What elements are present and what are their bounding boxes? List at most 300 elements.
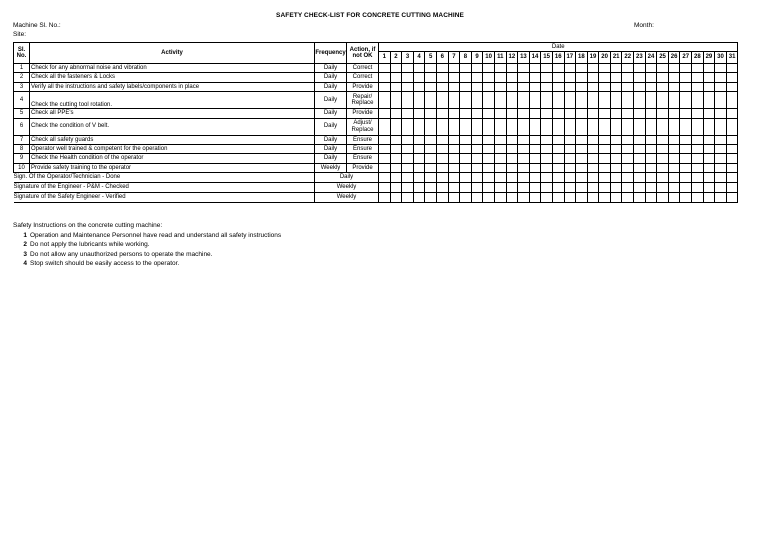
day-check-cell[interactable] bbox=[483, 109, 495, 118]
day-check-cell[interactable] bbox=[564, 82, 576, 91]
day-check-cell[interactable] bbox=[715, 163, 727, 172]
day-check-cell[interactable] bbox=[471, 73, 483, 82]
signature-day-cell[interactable] bbox=[448, 193, 460, 203]
day-check-cell[interactable] bbox=[506, 73, 518, 82]
day-check-cell[interactable] bbox=[715, 73, 727, 82]
day-check-cell[interactable] bbox=[726, 109, 738, 118]
signature-day-cell[interactable] bbox=[413, 193, 425, 203]
day-check-cell[interactable] bbox=[634, 92, 646, 109]
day-check-cell[interactable] bbox=[506, 64, 518, 73]
day-check-cell[interactable] bbox=[692, 92, 704, 109]
signature-day-cell[interactable] bbox=[703, 173, 715, 183]
day-check-cell[interactable] bbox=[379, 73, 391, 82]
day-check-cell[interactable] bbox=[703, 135, 715, 144]
day-check-cell[interactable] bbox=[552, 64, 564, 73]
signature-day-cell[interactable] bbox=[471, 183, 483, 193]
day-check-cell[interactable] bbox=[726, 154, 738, 163]
day-check-cell[interactable] bbox=[610, 135, 622, 144]
signature-day-cell[interactable] bbox=[425, 173, 437, 183]
signature-day-cell[interactable] bbox=[390, 193, 402, 203]
day-check-cell[interactable] bbox=[645, 163, 657, 172]
day-check-cell[interactable] bbox=[460, 82, 472, 91]
day-check-cell[interactable] bbox=[715, 144, 727, 153]
day-check-cell[interactable] bbox=[657, 144, 669, 153]
day-check-cell[interactable] bbox=[448, 144, 460, 153]
day-check-cell[interactable] bbox=[634, 144, 646, 153]
day-check-cell[interactable] bbox=[483, 144, 495, 153]
day-check-cell[interactable] bbox=[483, 163, 495, 172]
day-check-cell[interactable] bbox=[483, 73, 495, 82]
day-check-cell[interactable] bbox=[645, 118, 657, 135]
day-check-cell[interactable] bbox=[518, 109, 530, 118]
day-check-cell[interactable] bbox=[645, 135, 657, 144]
signature-day-cell[interactable] bbox=[402, 173, 414, 183]
day-check-cell[interactable] bbox=[552, 154, 564, 163]
day-check-cell[interactable] bbox=[599, 92, 611, 109]
signature-day-cell[interactable] bbox=[494, 183, 506, 193]
signature-day-cell[interactable] bbox=[518, 183, 530, 193]
signature-day-cell[interactable] bbox=[402, 193, 414, 203]
day-check-cell[interactable] bbox=[657, 163, 669, 172]
day-check-cell[interactable] bbox=[576, 135, 588, 144]
day-check-cell[interactable] bbox=[541, 82, 553, 91]
day-check-cell[interactable] bbox=[483, 64, 495, 73]
signature-day-cell[interactable] bbox=[576, 183, 588, 193]
day-check-cell[interactable] bbox=[541, 144, 553, 153]
signature-day-cell[interactable] bbox=[483, 183, 495, 193]
day-check-cell[interactable] bbox=[726, 73, 738, 82]
day-check-cell[interactable] bbox=[576, 144, 588, 153]
day-check-cell[interactable] bbox=[715, 135, 727, 144]
day-check-cell[interactable] bbox=[703, 144, 715, 153]
day-check-cell[interactable] bbox=[645, 82, 657, 91]
day-check-cell[interactable] bbox=[425, 118, 437, 135]
day-check-cell[interactable] bbox=[726, 118, 738, 135]
signature-day-cell[interactable] bbox=[576, 173, 588, 183]
day-check-cell[interactable] bbox=[448, 135, 460, 144]
signature-day-cell[interactable] bbox=[610, 193, 622, 203]
day-check-cell[interactable] bbox=[494, 118, 506, 135]
day-check-cell[interactable] bbox=[657, 92, 669, 109]
day-check-cell[interactable] bbox=[576, 73, 588, 82]
day-check-cell[interactable] bbox=[680, 135, 692, 144]
day-check-cell[interactable] bbox=[413, 82, 425, 91]
signature-day-cell[interactable] bbox=[726, 183, 738, 193]
signature-day-cell[interactable] bbox=[552, 193, 564, 203]
day-check-cell[interactable] bbox=[436, 64, 448, 73]
day-check-cell[interactable] bbox=[668, 135, 680, 144]
day-check-cell[interactable] bbox=[599, 64, 611, 73]
day-check-cell[interactable] bbox=[448, 118, 460, 135]
day-check-cell[interactable] bbox=[587, 73, 599, 82]
signature-day-cell[interactable] bbox=[715, 193, 727, 203]
day-check-cell[interactable] bbox=[448, 109, 460, 118]
signature-day-cell[interactable] bbox=[576, 193, 588, 203]
day-check-cell[interactable] bbox=[494, 92, 506, 109]
day-check-cell[interactable] bbox=[518, 64, 530, 73]
signature-day-cell[interactable] bbox=[680, 193, 692, 203]
day-check-cell[interactable] bbox=[599, 135, 611, 144]
day-check-cell[interactable] bbox=[552, 144, 564, 153]
signature-day-cell[interactable] bbox=[460, 173, 472, 183]
day-check-cell[interactable] bbox=[680, 144, 692, 153]
signature-day-cell[interactable] bbox=[634, 193, 646, 203]
signature-day-cell[interactable] bbox=[448, 173, 460, 183]
day-check-cell[interactable] bbox=[610, 92, 622, 109]
day-check-cell[interactable] bbox=[518, 144, 530, 153]
day-check-cell[interactable] bbox=[703, 64, 715, 73]
day-check-cell[interactable] bbox=[599, 154, 611, 163]
day-check-cell[interactable] bbox=[529, 92, 541, 109]
day-check-cell[interactable] bbox=[599, 144, 611, 153]
day-check-cell[interactable] bbox=[541, 135, 553, 144]
day-check-cell[interactable] bbox=[494, 64, 506, 73]
day-check-cell[interactable] bbox=[436, 82, 448, 91]
day-check-cell[interactable] bbox=[436, 118, 448, 135]
day-check-cell[interactable] bbox=[390, 64, 402, 73]
day-check-cell[interactable] bbox=[692, 135, 704, 144]
day-check-cell[interactable] bbox=[703, 73, 715, 82]
day-check-cell[interactable] bbox=[425, 163, 437, 172]
day-check-cell[interactable] bbox=[483, 154, 495, 163]
day-check-cell[interactable] bbox=[703, 154, 715, 163]
day-check-cell[interactable] bbox=[610, 144, 622, 153]
day-check-cell[interactable] bbox=[587, 64, 599, 73]
signature-day-cell[interactable] bbox=[634, 183, 646, 193]
day-check-cell[interactable] bbox=[587, 82, 599, 91]
day-check-cell[interactable] bbox=[460, 163, 472, 172]
day-check-cell[interactable] bbox=[402, 135, 414, 144]
signature-day-cell[interactable] bbox=[379, 183, 391, 193]
day-check-cell[interactable] bbox=[645, 92, 657, 109]
day-check-cell[interactable] bbox=[483, 92, 495, 109]
day-check-cell[interactable] bbox=[413, 64, 425, 73]
day-check-cell[interactable] bbox=[610, 163, 622, 172]
signature-day-cell[interactable] bbox=[413, 173, 425, 183]
signature-day-cell[interactable] bbox=[425, 183, 437, 193]
day-check-cell[interactable] bbox=[529, 109, 541, 118]
day-check-cell[interactable] bbox=[379, 144, 391, 153]
signature-day-cell[interactable] bbox=[692, 193, 704, 203]
signature-day-cell[interactable] bbox=[425, 193, 437, 203]
day-check-cell[interactable] bbox=[634, 163, 646, 172]
day-check-cell[interactable] bbox=[587, 118, 599, 135]
signature-day-cell[interactable] bbox=[645, 193, 657, 203]
day-check-cell[interactable] bbox=[552, 82, 564, 91]
day-check-cell[interactable] bbox=[657, 118, 669, 135]
day-check-cell[interactable] bbox=[448, 82, 460, 91]
day-check-cell[interactable] bbox=[483, 118, 495, 135]
day-check-cell[interactable] bbox=[692, 144, 704, 153]
day-check-cell[interactable] bbox=[436, 163, 448, 172]
day-check-cell[interactable] bbox=[379, 118, 391, 135]
day-check-cell[interactable] bbox=[587, 135, 599, 144]
day-check-cell[interactable] bbox=[622, 64, 634, 73]
day-check-cell[interactable] bbox=[379, 135, 391, 144]
day-check-cell[interactable] bbox=[668, 64, 680, 73]
signature-day-cell[interactable] bbox=[622, 173, 634, 183]
day-check-cell[interactable] bbox=[471, 144, 483, 153]
day-check-cell[interactable] bbox=[645, 144, 657, 153]
day-check-cell[interactable] bbox=[436, 154, 448, 163]
day-check-cell[interactable] bbox=[668, 109, 680, 118]
day-check-cell[interactable] bbox=[402, 154, 414, 163]
day-check-cell[interactable] bbox=[634, 118, 646, 135]
day-check-cell[interactable] bbox=[529, 82, 541, 91]
day-check-cell[interactable] bbox=[379, 82, 391, 91]
day-check-cell[interactable] bbox=[552, 109, 564, 118]
signature-day-cell[interactable] bbox=[680, 173, 692, 183]
day-check-cell[interactable] bbox=[622, 135, 634, 144]
day-check-cell[interactable] bbox=[402, 64, 414, 73]
day-check-cell[interactable] bbox=[622, 154, 634, 163]
day-check-cell[interactable] bbox=[425, 92, 437, 109]
day-check-cell[interactable] bbox=[680, 154, 692, 163]
day-check-cell[interactable] bbox=[668, 73, 680, 82]
day-check-cell[interactable] bbox=[680, 82, 692, 91]
day-check-cell[interactable] bbox=[680, 118, 692, 135]
day-check-cell[interactable] bbox=[541, 163, 553, 172]
day-check-cell[interactable] bbox=[379, 154, 391, 163]
day-check-cell[interactable] bbox=[622, 92, 634, 109]
day-check-cell[interactable] bbox=[518, 163, 530, 172]
day-check-cell[interactable] bbox=[471, 163, 483, 172]
signature-day-cell[interactable] bbox=[668, 193, 680, 203]
day-check-cell[interactable] bbox=[390, 154, 402, 163]
day-check-cell[interactable] bbox=[425, 135, 437, 144]
signature-day-cell[interactable] bbox=[564, 173, 576, 183]
day-check-cell[interactable] bbox=[576, 118, 588, 135]
day-check-cell[interactable] bbox=[680, 64, 692, 73]
day-check-cell[interactable] bbox=[518, 92, 530, 109]
signature-day-cell[interactable] bbox=[564, 193, 576, 203]
day-check-cell[interactable] bbox=[657, 135, 669, 144]
signature-day-cell[interactable] bbox=[494, 173, 506, 183]
day-check-cell[interactable] bbox=[448, 92, 460, 109]
signature-day-cell[interactable] bbox=[587, 173, 599, 183]
day-check-cell[interactable] bbox=[541, 92, 553, 109]
signature-day-cell[interactable] bbox=[471, 193, 483, 203]
day-check-cell[interactable] bbox=[634, 154, 646, 163]
signature-day-cell[interactable] bbox=[518, 193, 530, 203]
day-check-cell[interactable] bbox=[657, 82, 669, 91]
signature-day-cell[interactable] bbox=[599, 173, 611, 183]
day-check-cell[interactable] bbox=[668, 92, 680, 109]
day-check-cell[interactable] bbox=[379, 64, 391, 73]
day-check-cell[interactable] bbox=[494, 154, 506, 163]
day-check-cell[interactable] bbox=[692, 64, 704, 73]
day-check-cell[interactable] bbox=[622, 144, 634, 153]
day-check-cell[interactable] bbox=[460, 154, 472, 163]
day-check-cell[interactable] bbox=[460, 144, 472, 153]
day-check-cell[interactable] bbox=[483, 82, 495, 91]
day-check-cell[interactable] bbox=[413, 73, 425, 82]
day-check-cell[interactable] bbox=[564, 109, 576, 118]
day-check-cell[interactable] bbox=[413, 109, 425, 118]
day-check-cell[interactable] bbox=[506, 144, 518, 153]
day-check-cell[interactable] bbox=[541, 154, 553, 163]
day-check-cell[interactable] bbox=[610, 82, 622, 91]
signature-day-cell[interactable] bbox=[599, 183, 611, 193]
day-check-cell[interactable] bbox=[494, 82, 506, 91]
day-check-cell[interactable] bbox=[610, 109, 622, 118]
day-check-cell[interactable] bbox=[622, 163, 634, 172]
day-check-cell[interactable] bbox=[425, 82, 437, 91]
signature-day-cell[interactable] bbox=[726, 193, 738, 203]
day-check-cell[interactable] bbox=[436, 109, 448, 118]
day-check-cell[interactable] bbox=[518, 82, 530, 91]
day-check-cell[interactable] bbox=[703, 82, 715, 91]
day-check-cell[interactable] bbox=[390, 135, 402, 144]
day-check-cell[interactable] bbox=[413, 135, 425, 144]
day-check-cell[interactable] bbox=[413, 154, 425, 163]
day-check-cell[interactable] bbox=[471, 135, 483, 144]
day-check-cell[interactable] bbox=[425, 64, 437, 73]
day-check-cell[interactable] bbox=[634, 135, 646, 144]
day-check-cell[interactable] bbox=[448, 163, 460, 172]
day-check-cell[interactable] bbox=[390, 109, 402, 118]
signature-day-cell[interactable] bbox=[634, 173, 646, 183]
day-check-cell[interactable] bbox=[692, 82, 704, 91]
day-check-cell[interactable] bbox=[541, 118, 553, 135]
signature-day-cell[interactable] bbox=[436, 193, 448, 203]
day-check-cell[interactable] bbox=[494, 73, 506, 82]
signature-day-cell[interactable] bbox=[657, 173, 669, 183]
signature-day-cell[interactable] bbox=[692, 183, 704, 193]
day-check-cell[interactable] bbox=[622, 73, 634, 82]
day-check-cell[interactable] bbox=[390, 163, 402, 172]
signature-day-cell[interactable] bbox=[564, 183, 576, 193]
day-check-cell[interactable] bbox=[425, 73, 437, 82]
day-check-cell[interactable] bbox=[413, 163, 425, 172]
day-check-cell[interactable] bbox=[413, 144, 425, 153]
day-check-cell[interactable] bbox=[402, 82, 414, 91]
day-check-cell[interactable] bbox=[506, 154, 518, 163]
day-check-cell[interactable] bbox=[726, 64, 738, 73]
day-check-cell[interactable] bbox=[703, 118, 715, 135]
signature-day-cell[interactable] bbox=[413, 183, 425, 193]
signature-day-cell[interactable] bbox=[610, 183, 622, 193]
day-check-cell[interactable] bbox=[599, 73, 611, 82]
signature-day-cell[interactable] bbox=[610, 173, 622, 183]
day-check-cell[interactable] bbox=[529, 73, 541, 82]
day-check-cell[interactable] bbox=[390, 118, 402, 135]
day-check-cell[interactable] bbox=[494, 144, 506, 153]
day-check-cell[interactable] bbox=[460, 64, 472, 73]
day-check-cell[interactable] bbox=[518, 73, 530, 82]
signature-day-cell[interactable] bbox=[390, 183, 402, 193]
day-check-cell[interactable] bbox=[576, 64, 588, 73]
day-check-cell[interactable] bbox=[715, 82, 727, 91]
day-check-cell[interactable] bbox=[564, 92, 576, 109]
day-check-cell[interactable] bbox=[726, 135, 738, 144]
day-check-cell[interactable] bbox=[541, 73, 553, 82]
day-check-cell[interactable] bbox=[460, 118, 472, 135]
day-check-cell[interactable] bbox=[622, 109, 634, 118]
day-check-cell[interactable] bbox=[436, 73, 448, 82]
day-check-cell[interactable] bbox=[692, 154, 704, 163]
signature-day-cell[interactable] bbox=[529, 193, 541, 203]
day-check-cell[interactable] bbox=[576, 109, 588, 118]
day-check-cell[interactable] bbox=[506, 135, 518, 144]
signature-day-cell[interactable] bbox=[622, 183, 634, 193]
day-check-cell[interactable] bbox=[460, 92, 472, 109]
day-check-cell[interactable] bbox=[494, 109, 506, 118]
day-check-cell[interactable] bbox=[471, 82, 483, 91]
day-check-cell[interactable] bbox=[668, 118, 680, 135]
signature-day-cell[interactable] bbox=[703, 183, 715, 193]
day-check-cell[interactable] bbox=[402, 118, 414, 135]
day-check-cell[interactable] bbox=[529, 154, 541, 163]
day-check-cell[interactable] bbox=[541, 109, 553, 118]
day-check-cell[interactable] bbox=[703, 92, 715, 109]
day-check-cell[interactable] bbox=[564, 73, 576, 82]
day-check-cell[interactable] bbox=[564, 163, 576, 172]
day-check-cell[interactable] bbox=[448, 154, 460, 163]
day-check-cell[interactable] bbox=[436, 92, 448, 109]
day-check-cell[interactable] bbox=[599, 82, 611, 91]
day-check-cell[interactable] bbox=[379, 92, 391, 109]
day-check-cell[interactable] bbox=[379, 109, 391, 118]
day-check-cell[interactable] bbox=[576, 92, 588, 109]
signature-day-cell[interactable] bbox=[692, 173, 704, 183]
day-check-cell[interactable] bbox=[634, 82, 646, 91]
signature-day-cell[interactable] bbox=[726, 173, 738, 183]
day-check-cell[interactable] bbox=[518, 118, 530, 135]
day-check-cell[interactable] bbox=[506, 109, 518, 118]
day-check-cell[interactable] bbox=[587, 144, 599, 153]
day-check-cell[interactable] bbox=[680, 163, 692, 172]
signature-day-cell[interactable] bbox=[622, 193, 634, 203]
day-check-cell[interactable] bbox=[645, 73, 657, 82]
day-check-cell[interactable] bbox=[506, 118, 518, 135]
day-check-cell[interactable] bbox=[645, 154, 657, 163]
day-check-cell[interactable] bbox=[471, 64, 483, 73]
day-check-cell[interactable] bbox=[564, 135, 576, 144]
signature-day-cell[interactable] bbox=[460, 183, 472, 193]
day-check-cell[interactable] bbox=[402, 163, 414, 172]
signature-day-cell[interactable] bbox=[379, 173, 391, 183]
day-check-cell[interactable] bbox=[471, 92, 483, 109]
day-check-cell[interactable] bbox=[668, 163, 680, 172]
signature-day-cell[interactable] bbox=[460, 193, 472, 203]
signature-day-cell[interactable] bbox=[529, 173, 541, 183]
day-check-cell[interactable] bbox=[703, 109, 715, 118]
day-check-cell[interactable] bbox=[460, 73, 472, 82]
day-check-cell[interactable] bbox=[692, 109, 704, 118]
day-check-cell[interactable] bbox=[471, 118, 483, 135]
day-check-cell[interactable] bbox=[726, 144, 738, 153]
day-check-cell[interactable] bbox=[564, 144, 576, 153]
day-check-cell[interactable] bbox=[634, 64, 646, 73]
day-check-cell[interactable] bbox=[425, 144, 437, 153]
day-check-cell[interactable] bbox=[529, 144, 541, 153]
day-check-cell[interactable] bbox=[715, 92, 727, 109]
day-check-cell[interactable] bbox=[506, 92, 518, 109]
signature-day-cell[interactable] bbox=[587, 193, 599, 203]
day-check-cell[interactable] bbox=[680, 109, 692, 118]
signature-day-cell[interactable] bbox=[599, 193, 611, 203]
day-check-cell[interactable] bbox=[576, 82, 588, 91]
day-check-cell[interactable] bbox=[413, 92, 425, 109]
day-check-cell[interactable] bbox=[471, 154, 483, 163]
signature-day-cell[interactable] bbox=[703, 193, 715, 203]
signature-day-cell[interactable] bbox=[436, 183, 448, 193]
day-check-cell[interactable] bbox=[552, 92, 564, 109]
signature-day-cell[interactable] bbox=[483, 193, 495, 203]
signature-day-cell[interactable] bbox=[552, 183, 564, 193]
signature-day-cell[interactable] bbox=[402, 183, 414, 193]
